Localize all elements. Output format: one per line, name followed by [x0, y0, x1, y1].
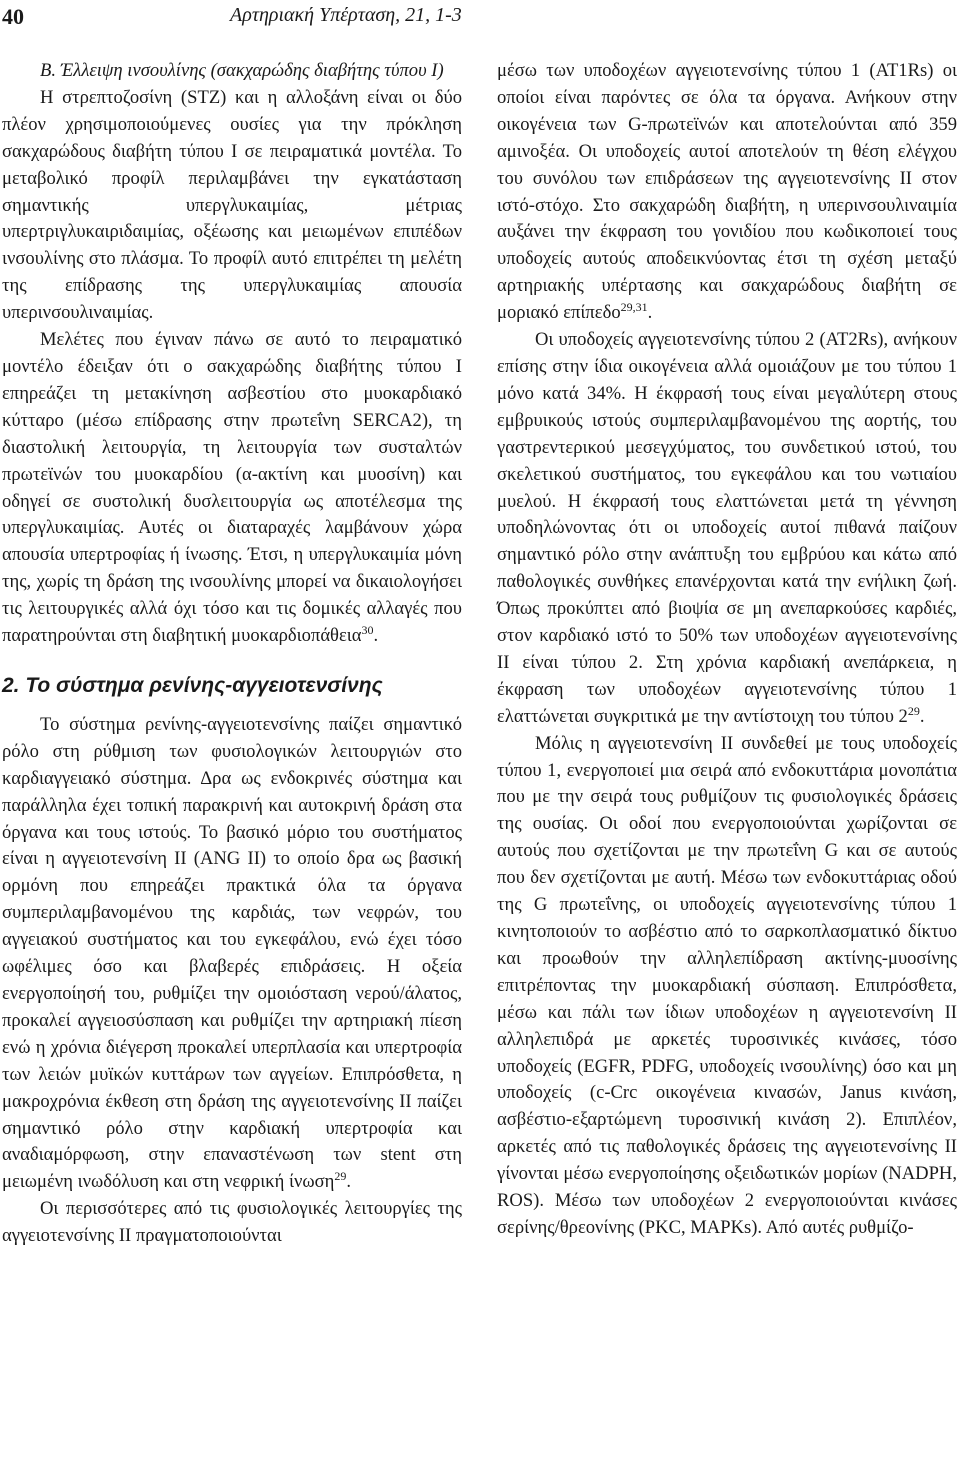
paragraph-end: .: [919, 705, 925, 727]
paragraph-end: .: [373, 625, 379, 647]
running-head: Αρτηριακή Υπέρταση, 21, 1-3: [230, 4, 462, 26]
section-title: 2. Το σύστημα ρενίνης-αγγειοτενσίνης: [2, 673, 383, 697]
paragraph: [2, 327, 462, 650]
paragraph: [497, 327, 957, 731]
page-header: [0, 4, 960, 30]
paragraph: [497, 58, 957, 327]
paragraph-text: Μελέτες που έγιναν πάνω σε αυτό το πειραματικό μοντέλο έδειξαν ότι ο σακχαρώδης διαβήτης τύπου Ι επηρεάζει τη μετακίνηση ασβεστίου στο μυοκαρδιακό κύτταρο (μέσω επίδρασης στην πρωτεΐνη SERCA2), τη διαστολική λειτουργία, τη λειτουργία των συσταλτών πρωτεϊνών του μυοκαρδίου (α-ακτίνη και μυοσίνη) και οδηγεί σε συστολική δυσλειτουργία ως αποτέλεσμα της υπεργλυκαιμίας. Αυτές οι διαταραχές λαμβάνουν χώρα απουσία υπερτροφίας ή ίνωσης. Έτσι, η υπεργλυκαιμία μόνη της, χωρίς τη δράση της ινσουλίνης μπορεί να δικαιολογήσει τις λειτουργικές αλλά όχι τόσο και τις δομικές αλλαγές που παρατηρούνται στη διαβητική μυοκαρδιοπάθεια: [2, 329, 462, 647]
right-column: [497, 58, 957, 1242]
paragraph-end: .: [647, 302, 653, 324]
citation-ref: 29: [907, 703, 920, 718]
paragraph-end: .: [346, 1171, 352, 1193]
paragraph: Οι περισσότερες από τις φυσιολογικές λειτουργίες της αγγειοτενσίνης ΙΙ πραγματοποιούνται: [2, 1198, 462, 1247]
citation-ref: 29: [334, 1169, 347, 1184]
paragraph: Η στρεπτοζοσίνη (STZ) και η αλλοξάνη είναι οι δύο πλέον χρησιμοποιούμενες ουσίες για την πρόκληση σακχαρώδους διαβήτη τύπου Ι σε πειραματικά μοντέλα. Το μεταβολικό προφίλ περιλαμβάνει την εγκατάσταση σημαντικής υπεργλυκαιμίας, μέτριας υπερτριγλυκαιριδαιμίας, οξέωσης και μειωμένων επιπέδων ινσουλίνης στο πλάσμα. Το προφίλ αυτό επιτρέπει τη μελέτη της επίδρασης της υπεργλυκαιμίας απουσία υπερινσουλιναιμίας.: [2, 86, 462, 324]
citation-ref: 29,31: [620, 299, 648, 314]
subsection-heading: Β. Έλλειψη ινσουλίνης (σακχαρώδης διαβήτης τύπου Ι): [40, 60, 444, 81]
paragraph: [2, 712, 462, 1196]
left-column: [2, 58, 462, 1250]
page-number: 40: [2, 4, 24, 29]
paragraph-text: μέσω των υποδοχέων αγγειοτενσίνης τύπου 1 (AT1Rs) οι οποίοι είναι παρόντες σε όλα τα όργανα. Ανήκουν στην οικογένεια των G-πρωτεϊνών και αποτελούνται από 359 αμινοξέα. Οι υποδοχείς αυτοί αποτελούν τη θέση ελέγχου του συνόλου των επιδράσεων της αγγειοτενσίνης ΙΙ στον ιστό-στόχο. Στο σακχαρώδη διαβήτη, η υπερινσουλιναιμία αυξάνει την έκφραση του γονιδίου που κωδικοποιεί τους υποδοχείς αυτούς αποδεικνύοντας έτσι τη σχέση μεταξύ αρτηριακής υπέρτασης και σακχαρώδους διαβήτη σε μοριακό επίπεδο: [497, 60, 957, 324]
paragraph-text: Το σύστημα ρενίνης-αγγειοτενσίνης παίζει σημαντικό ρόλο στη ρύθμιση των φυσιολογικών λειτουργιών στο καρδιαγγειακό σύστημα. Δρα ως ενδοκρινές σύστημα και παράλληλα έχει τοπική παρακρινή και αυτοκρινή δράση στα όργανα και τους ιστούς. Το βασικό μόριο του συστήματος είναι η αγγειοτενσίνη ΙΙ (ANG II) το οποίο δρα ως βασική ορμόνη που επηρεάζει πρακτικά όλα τα όργανα συμπεριλαμβανομένου της καρδιάς, των νεφρών, του αγγειακού συστήματος και του εγκεφάλου, ενώ έχει τόσο ωφέλιμες όσο και βλαβερές επιδράσεις. Η οξεία ενεργοποίησή του, ρυθμίζει την ομοιόσταση νερού/άλατος, προκαλεί αγγειοσύσπαση και ρυθμίζει την αρτηριακή πίεση ενώ η χρόνια διέγερση προκαλεί υπερπλασία και υπερτροφία των λειών μυϊκών κυττάρων των αγγείων. Επιπρόσθετα, η μακροχρόνια έκθεση στη δράση της αγγειοτενσίνης ΙΙ παίζει σημαντικό ρόλο στην καρδιακή υπερτροφία και αναδιαμόρφωση, στην επαναστένωση των stent στη μειωμένη ινωδόλυση και στη νεφρική ίνωση: [2, 713, 462, 1193]
citation-ref: 30: [361, 622, 374, 637]
paragraph-text: Οι υποδοχείς αγγειοτενσίνης τύπου 2 (AT2Rs), ανήκουν επίσης στην ίδια οικογένεια αλλά ομοιάζουν με του τύπου 1 μόνο κατά 34%. Η έκφρασή τους είναι μεγαλύτερη στους εμβρυικούς ιστούς συμπεριλαμβανομένου της αορτής, του γαστρεντερικού μεσεγχύματος, του συνδετικού ιστού, του σκελετικού συστήματος, του εγκεφάλου και του νωτιαίου μυελού. Η έκφρασή τους ελαττώνεται μετά τη γέννηση υποδηλώνοντας ότι οι υποδοχείς αυτοί πιθανά παίζουν σημαντικό ρόλο στην ανάπτυξη του εμβρύου και κάτω από παθολογικές συνθήκες επανέρχονται κατά την ενήλικη ζωή. Όπως προκύπτει από βιοψία σε μη ανεπαρκούσες καρδιές, στον καρδιακό ιστό το 50% των υποδοχέων αγγειοτενσίνης ΙΙ είναι τύπου 2. Στη χρόνια καρδιακή ανεπάρκεια, η έκφραση των υποδοχέων αγγειοτενσίνης τύπου 1 ελαττώνεται συγκριτικά με την αντίστοιχη του τύπου 2: [497, 329, 957, 727]
paragraph: Μόλις η αγγειοτενσίνη ΙΙ συνδεθεί με τους υποδοχείς τύπου 1, ενεργοποιεί μια σειρά από ενδοκυττάρια μονοπάτια που με την σειρά τους ρυθμίζουν τις φυσιολογικές δράσεις της ουσίας. Οι οδοί που ενεργοποιούνται χωρίζονται σε αυτούς που σχετίζονται με την πρωτεΐνη G και σε αυτούς που δεν σχετίζονται με αυτή. Μέσω των ενδοκυττάριας οδού της G πρωτεΐνης, οι υποδοχείς αγγειοτενσίνης τύπου 1 κινητοποιούν το ασβέστιο από το σαρκοπλασματικό δίκτυο και προωθούν την αλληλεπίδραση ακτίνης-μυοσίνης επιτρέποντας την μυοκαρδιακή σύσπαση. Επιπρόσθετα, μέσω και πάλι των ίδιων υποδοχέων η αγγειοτενσίνη ΙΙ αλληλεπιδρά με αρκετές τυροσινικές κινάσες, τόσο υποδοχείς (EGFR, PDFG, υποδοχείς ινσουλίνης) όσο και μη υποδοχείς (c-Crc οικογένεια κινασών, Janus κινάση, ασβέστιο-εξαρτώμενη τυροσινική κινάση 2). Επιπλέον, αρκετές από τις παθολογικές δράσεις της αγγειοτενσίνης ΙΙ γίνονται μέσω ενεργοποίησης οξειδωτικών μορίων (NADPH, ROS). Μέσω των υποδοχέων 2 ενεργοποιούνται κινάσες σερίνης/θρεονίνης (PKC, MAPKs). Από αυτές ρυθμίζο-: [497, 732, 957, 1238]
